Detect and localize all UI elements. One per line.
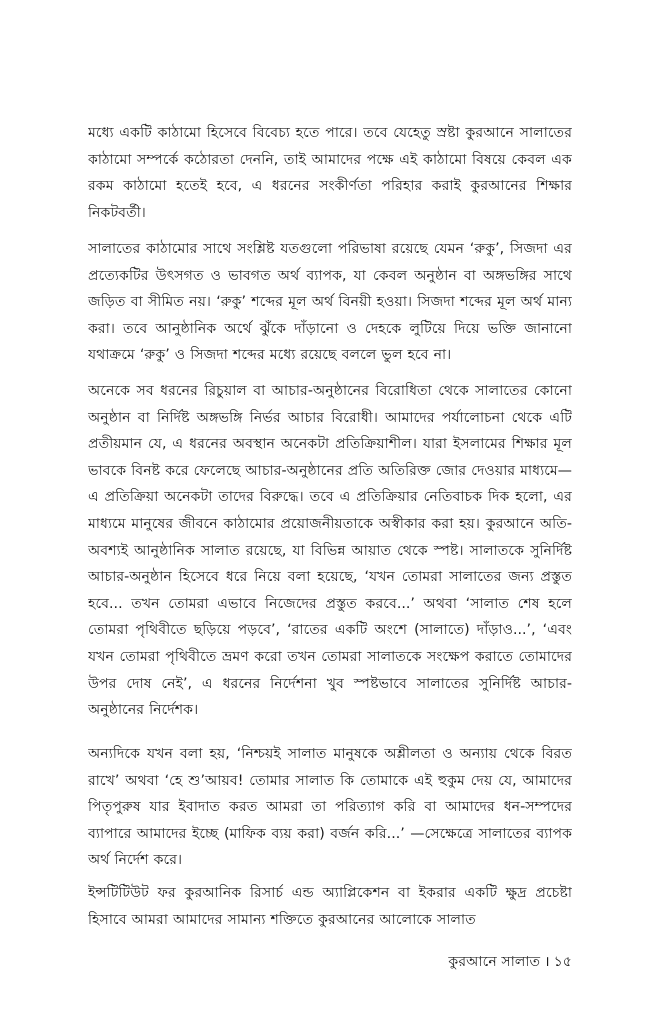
page-number: ১৫ [553, 954, 572, 970]
paragraph-broad-meaning: অন্যদিকে যখন বলা হয়, ‘নিশ্চয়ই সালাত মানুষকে অশ্লীলতা ও অন্যায় থেকে বিরত রাখে’ অথবা ‘হে শু’আয়ব! তোমার সালাত কি তোমাকে এই হুকুম দেয় যে, আমাদের পিতৃপুরুষ যার ইবাদাত করত আমরা তা পরিত্যাগ করি বা আমাদের ধন-সম্পদের ব্যাপারে আমাদের ইচ্ছে (মাফিক ব্যয় করা) বর্জন করি...’ —সেক্ষেত্রে সালাতের ব্যাপক অর্থ নির্দেশ করে। [88, 746, 572, 869]
footer-separator: । [544, 954, 550, 970]
paragraph-structure-flexibility: মধ্যে একটি কাঠামো হিসেবে বিবেচ্য হতে পারে। তবে যেহেতু স্রষ্টা কুরআনে সালাতের কাঠামো সম্পর্কে কঠোরতা দেননি, তাই আমাদের পক্ষে এই কাঠামো বিষয়ে কেবল এক রকম কাঠামো হতেই হবে, এ ধরনের সংকীর্ণতা পরিহার করাই কুরআনের শিক্ষার নিকটবর্তী। [88, 125, 572, 221]
paragraph-ruku-sijda-meaning: সালাতের কাঠামোর সাথে সংশ্লিষ্ট যতগুলো পরিভাষা রয়েছে যেমন ‘রুকু’, সিজদা এর প্রত্যেকটির উৎসগত ও ভাবগত অর্থ ব্যাপক, যা কেবল অনুষ্ঠান বা অঙ্গভঙ্গির সাথে জড়িত বা সীমিত নয়। ‘রুকু’ শব্দের মূল অর্থ বিনয়ী হওয়া। সিজদা শব্দের মূল অর্থ মান্য করা। তবে আনুষ্ঠানিক অর্থে ঝুঁকে দাঁড়ানো ও দেহকে লুটিয়ে দিয়ে ভক্তি জানানো যথাক্রমে ‘রুকু’ ও সিজদা শব্দের মধ্যে রয়েছে বললে ভুল হবে না। [88, 241, 572, 364]
paragraph-ritual-opposition: অনেকে সব ধরনের রিচুয়াল বা আচার-অনুষ্ঠানের বিরোধিতা থেকে সালাতের কোনো অনুষ্ঠান বা নির্দিষ্ট অঙ্গভঙ্গি নির্ভর আচার বিরোধী। আমাদের পর্যালোচনা থেকে এটি প্রতীয়মান যে, এ ধরনের অবস্থান অনেকটা প্রতিক্রিয়াশীল। যারা ইসলামের শিক্ষার মূল ভাবকে বিনষ্ট করে ফেলেছে আচার-অনুষ্ঠানের প্রতি অতিরিক্ত জোর দেওয়ার মাধ্যমে— এ প্রতিক্রিয়া অনেকটা তাদের বিরুদ্ধে। তবে এ প্রতিক্রিয়ার নেতিবাচক দিক হলো, এর মাধ্যমে মানুষের জীবনে কাঠামোর প্রয়োজনীয়তাকে অস্বীকার করা হয়। কুরআনে অতি-অবশ্যই আনুষ্ঠানিক সালাত রয়েছে, যা বিভিন্ন আয়াত থেকে স্পষ্ট। সালাতকে সুনির্দিষ্ট আচার-অনুষ্ঠান হিসেবে ধরে নিয়ে বলা হয়েছে, ‘যখন তোমরা সালাতের জন্য প্রস্তুত হবে... তখন তোমরা এভাবে নিজেদের প্রস্তুত করবে...’ অথবা ‘সালাত শেষ হলে তোমরা পৃথিবীতে ছড়িয়ে পড়বে’, ‘রাতের একটি অংশে (সালাতে) দাঁড়াও...’, ‘এবং যখন তোমরা পৃথিবীতে ভ্রমণ করো তখন তোমরা সালাতকে সংক্ষেপ করাতে তোমাদের উপর দোষ নেই’, এ ধরনের নির্দেশনা খুব স্পষ্টভাবে সালাতের সুনির্দিষ্ট আচার-অনুষ্ঠানের নির্দেশক। [88, 383, 572, 719]
book-page [88, 115, 572, 995]
page-footer [448, 951, 572, 975]
running-title: কুরআনে সালাত [448, 954, 541, 970]
paragraph-iqra-effort: ইন্সটিটিউট ফর কুরআনিক রিসার্চ এন্ড অ্যাপ্লিকেশন বা ইকরার একটি ক্ষুদ্র প্রচেষ্টা হিসাবে আমরা আমাদের সামান্য শক্তিতে কুরআনের আলোকে সালাত [88, 885, 572, 928]
